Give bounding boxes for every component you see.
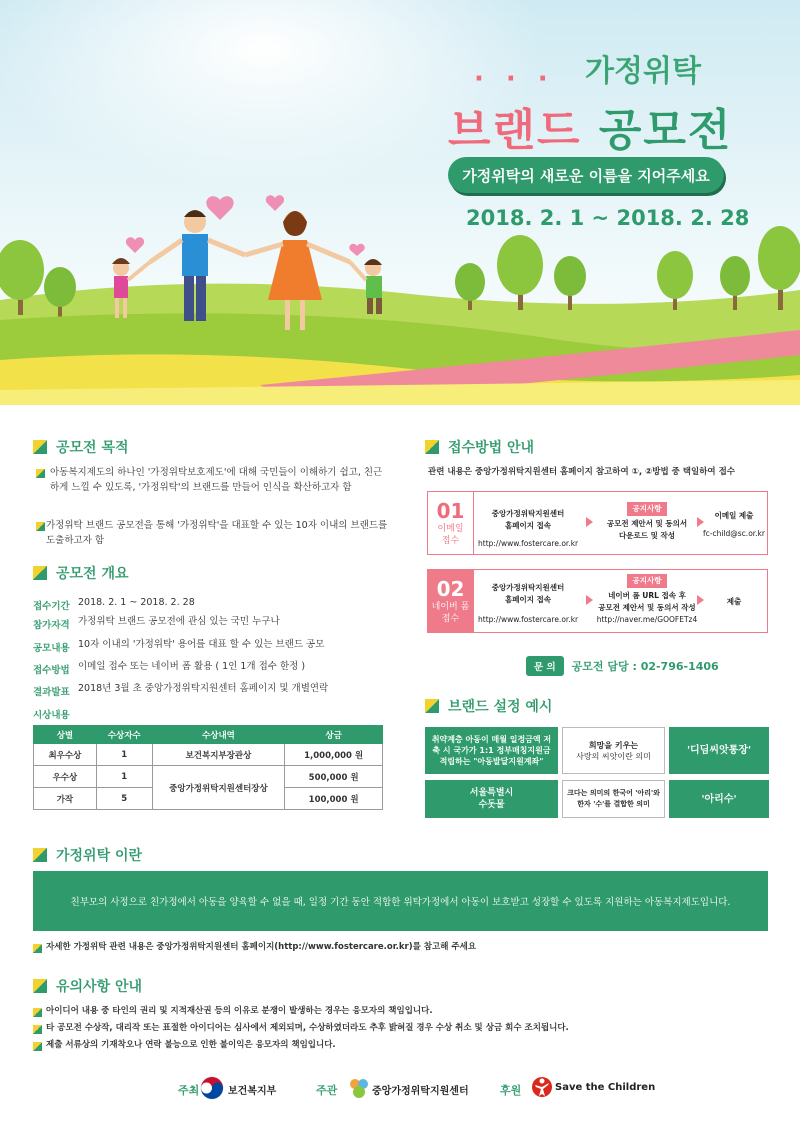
overview-label-method: 접수방법 [33, 665, 70, 676]
method-step-2: 공지사항 네이버 폼 URL 접속 후 공모전 제안서 및 동의서 작성 http://naver.me/GOOFETz4 [596, 576, 698, 624]
overview-label-content: 공모내용 [33, 643, 70, 654]
table-cell: 1,000,000 원 [285, 744, 383, 766]
caution-item-2: 타 공모전 수상작, 대리작 또는 표절한 아이디어는 심사에서 제외되며, 수상하였더라도 추후 밝혀질 경우 수상 취소 및 상금 회수 조치됩니다. [46, 1023, 569, 1033]
section-heading-caution: 유의사항 안내 [33, 976, 142, 996]
title-dots: ··· [474, 64, 570, 94]
table-cell: 최우수상 [34, 744, 97, 766]
table-cell: 500,000 원 [285, 766, 383, 788]
bullet-icon [33, 1025, 42, 1034]
table-header: 수상내역 [152, 726, 285, 744]
receipt-intro: 관련 내용은 중앙가정위탁지원센터 홈페이지 참고하여 ①, ②방법 중 택일하여 접수 [428, 467, 736, 477]
receipt-method-1 [427, 491, 768, 555]
table-row [34, 766, 383, 788]
section-heading-overview: 공모전 개요 [33, 563, 129, 583]
section-heading-brand-example: 브랜드 설정 예시 [425, 696, 552, 716]
overview-label-eligibility: 참가자격 [33, 620, 70, 631]
contact-label: 문 의 [526, 656, 564, 676]
overview-value-result: 2018년 3월 초 중앙가정위탁지원센터 홈페이지 및 개별연락 [78, 683, 329, 694]
method-number-box: 02 네이버 폼 접수 [428, 570, 474, 632]
event-date: 2018. 2. 1 ~ 2018. 2. 28 [466, 206, 750, 230]
main-title-green: 공모전 [598, 105, 733, 156]
table-header: 상금 [285, 726, 383, 744]
section-marker-icon [33, 979, 47, 993]
section-marker-icon [33, 566, 47, 580]
brand-example-2-source: 서울특별시 수돗물 [425, 780, 558, 818]
table-cell: 보건복지부장관상 [152, 744, 285, 766]
method-number-box: 01 이메일 접수 [428, 492, 474, 554]
purpose-item-1: 아동복지제도의 하나인 '가정위탁보호제도'에 대해 국민들이 이해하기 쉽고, 친근하게 느낄 수 있도록, '가정위탁'의 브랜드를 만들어 인식을 확산하고자 함 [50, 467, 383, 493]
footer-sponsor-label: 후원 [500, 1084, 522, 1097]
save-the-children-logo-icon [531, 1074, 553, 1102]
footer-organizer-label: 주관 [316, 1084, 338, 1097]
table-cell: 1 [96, 766, 152, 788]
bullet-icon [36, 469, 45, 478]
table-row [34, 744, 383, 766]
section-marker-icon [425, 440, 439, 454]
prize-table [33, 725, 383, 810]
top-title: 가정위탁 [585, 54, 701, 89]
method-step-1: 중앙가정위탁지원센터 홈페이지 접속 http://www.fostercare.or.kr [478, 583, 579, 624]
foster-center-logo-icon [347, 1076, 371, 1100]
hero-text [0, 0, 800, 405]
method-step-1: 중앙가정위탁지원센터 홈페이지 접속 http://www.fostercare.or.kr [478, 509, 579, 548]
arrow-right-icon [697, 517, 704, 527]
footer [0, 1072, 800, 1107]
main-title-pink: 브랜드 [448, 105, 582, 156]
arrow-right-icon [586, 517, 593, 527]
method-step-3: 제출 [726, 597, 742, 606]
overview-value-eligibility: 가정위탁 브랜드 공모전에 관심 있는 국민 누구나 [78, 616, 280, 627]
contact-phone: 공모전 담당 : 02-796-1406 [571, 660, 719, 673]
table-cell: 1 [96, 744, 152, 766]
overview-value-method: 이메일 접수 또는 네이버 폼 활용 ( 1인 1개 접수 한정 ) [78, 661, 306, 672]
bullet-icon [33, 1042, 42, 1051]
table-header: 수상자수 [96, 726, 152, 744]
section-heading-definition: 가정위탁 이란 [33, 845, 142, 865]
contact-line [526, 656, 719, 676]
caution-item-3: 제출 서류상의 기재착오나 연락 불능으로 인한 불이익은 응모자의 책임입니다. [46, 1040, 336, 1050]
table-cell: 우수상 [34, 766, 97, 788]
definition-box: 친부모의 사정으로 친가정에서 아동을 양육할 수 없을 때, 일정 기간 동안 적합한 위탁가정에서 아동이 보호받고 성장할 수 있도록 지원하는 아동복지제도입니다. [33, 871, 768, 931]
footer-host-label: 주최 [178, 1084, 200, 1097]
ministry-logo-icon [200, 1076, 224, 1100]
purpose-item-2: 가정위탁 브랜드 공모전을 통해 '가정위탁'을 대표할 수 있는 10자 이내의 브랜드를 도출하고자 함 [46, 520, 388, 546]
table-cell: 가작 [34, 788, 97, 810]
overview-label-result: 결과발표 [33, 687, 70, 698]
section-marker-icon [33, 440, 47, 454]
footer-sponsor: Save the Children [555, 1082, 656, 1093]
footer-host: 보건복지부 [228, 1086, 277, 1097]
overview-value-period: 2018. 2. 1 ~ 2018. 2. 28 [78, 597, 195, 608]
brand-example-2-meaning: 크다는 의미의 한국어 '아리'와 한자 '수'를 결합한 의미 [562, 780, 665, 818]
main-title [448, 94, 732, 158]
hero-banner [0, 0, 800, 405]
section-marker-icon [33, 848, 47, 862]
section-heading-purpose: 공모전 목적 [33, 437, 129, 457]
brand-example-1-result: '디딤씨앗통장' [669, 727, 769, 774]
subtitle-pill: 가정위탁의 새로운 이름을 지어주세요 [448, 157, 724, 193]
arrow-right-icon [586, 595, 593, 605]
overview-value-content: 10자 이내의 '가정위탁' 용어를 대표 할 수 있는 브랜드 공모 [78, 639, 325, 650]
table-cell: 중앙가정위탁지원센터장상 [152, 766, 285, 810]
prize-label: 시상내용 [33, 710, 70, 721]
brand-example-1-source: 취약계층 아동이 매월 일정금액 저축 시 국가가 1:1 정부매칭지원금 적립하는 "아동발달지원계좌" [425, 727, 558, 774]
section-heading-receipt: 접수방법 안내 [425, 437, 534, 457]
brand-example-1-meaning: 희망을 키우는 사랑의 씨앗이란 의미 [562, 727, 665, 774]
method-step-3: 이메일 제출 fc-child@sc.or.kr [703, 511, 765, 538]
caution-item-1: 아이디어 내용 중 타인의 권리 및 지적재산권 등의 이유로 분쟁이 발생하는 경우는 응모자의 책임입니다. [46, 1006, 433, 1016]
method-step-2: 공지사항 공모전 제안서 및 동의서 다운로드 및 작성 [606, 504, 688, 540]
footer-organizer: 중앙가정위탁지원센터 [372, 1086, 469, 1097]
receipt-method-2 [427, 569, 768, 633]
table-header-row [34, 726, 383, 744]
table-cell: 5 [96, 788, 152, 810]
overview-label-period: 접수기간 [33, 601, 70, 612]
bullet-icon [33, 1008, 42, 1017]
bullet-icon [36, 522, 45, 531]
bullet-icon [33, 944, 42, 953]
definition-note: 자세한 가정위탁 관련 내용은 중앙가정위탁지원센터 홈페이지(http://www.fostercare.or.kr)를 참고해 주세요 [46, 942, 477, 952]
brand-example-2-result: '아리수' [669, 780, 769, 818]
table-cell: 100,000 원 [285, 788, 383, 810]
section-marker-icon [425, 699, 439, 713]
arrow-right-icon [697, 595, 704, 605]
table-header: 상별 [34, 726, 97, 744]
